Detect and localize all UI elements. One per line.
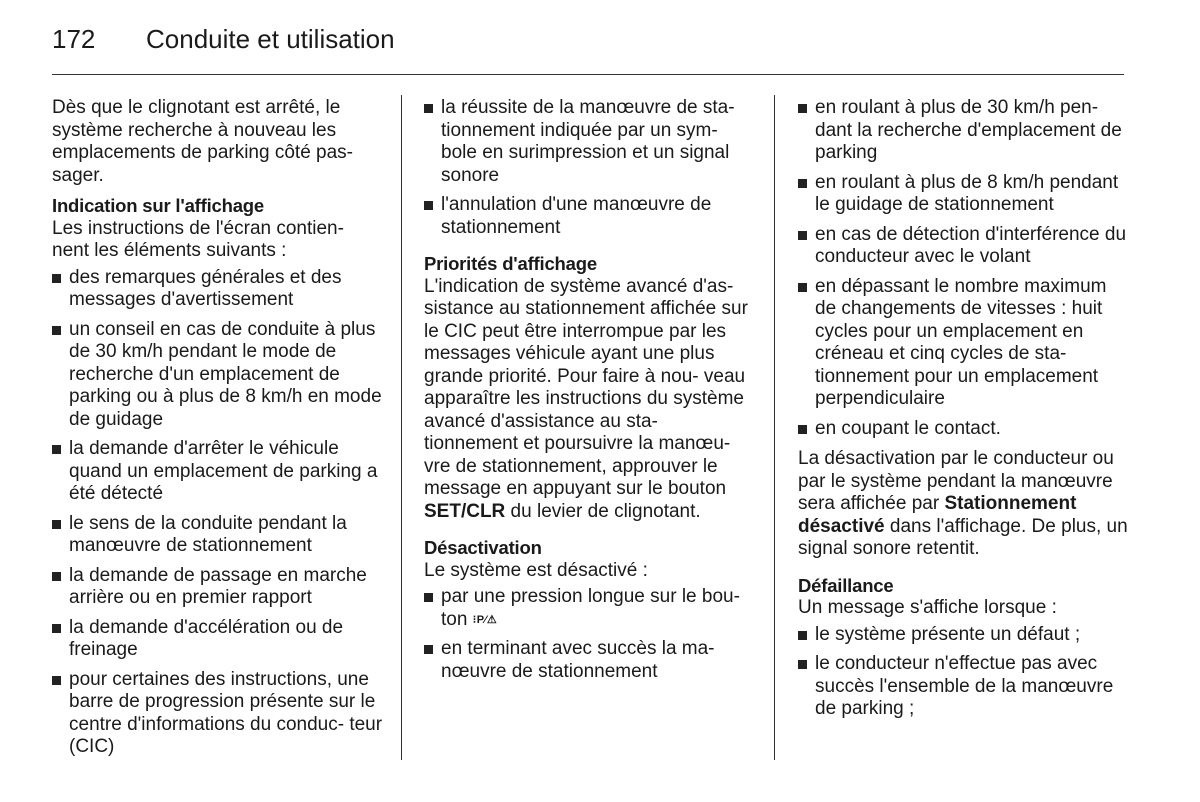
- list-item: pour certaines des instructions, une barre de progression présente sur le centre d'informations du conduc- teur (CIC): [52, 669, 384, 759]
- set-clr-label: SET/CLR: [424, 500, 506, 522]
- page-number: 172: [52, 24, 96, 54]
- bullet-icon: [424, 201, 433, 210]
- list-item: en roulant à plus de 8 km/h pendant le guidage de stationnement: [798, 172, 1128, 217]
- list-item: le conducteur n'effectue pas avec succès l'ensemble de la manœuvre de parking ;: [798, 653, 1128, 721]
- list-item: en terminant avec succès la ma- nœuvre de stationnement: [424, 638, 756, 683]
- display-elements-list: [52, 267, 384, 759]
- bullet-icon: [52, 274, 61, 283]
- bullet-icon: [52, 676, 61, 685]
- bullet-icon: [798, 231, 807, 240]
- failure-intro: Un message s'affiche lorsque :: [798, 597, 1057, 618]
- list-item: la demande de passage en marche arrière ou en premier rapport: [52, 565, 384, 610]
- bullet-icon: [52, 326, 61, 335]
- deactivation-list-cont: [798, 97, 1128, 440]
- priorities-paragraph: L'indication de système avancé d'as- sistance au stationnement affichée sur le CIC peut être interrompue par les messages véhicule ayant une plus grande priorité. Pour faire à nou- veau apparaître les instructions du système avancé d'assistance au sta- tionnement et poursuivre la manœu- vre de stationnement, approuver le message en appuyant sur le bouton SET/CLR du levier de clignotant.: [424, 275, 748, 522]
- section-heading-deactivation: Désactivation: [424, 537, 542, 558]
- parking-assist-button-icon: ⁝P⁄⚠: [472, 613, 498, 626]
- bullet-icon: [52, 624, 61, 633]
- list-item: en cas de détection d'interférence du conducteur avec le volant: [798, 224, 1128, 269]
- list-item: la demande d'accélération ou de freinage: [52, 617, 384, 662]
- list-item: le sens de la conduite pendant la manœuvre de stationnement: [52, 513, 384, 558]
- list-item: un conseil en cas de conduite à plus de 30 km/h pendant le mode de recherche d'un emplacement de parking ou à plus de 8 km/h en mode de guidage: [52, 319, 384, 432]
- column-2: [424, 97, 756, 683]
- list-item: la demande d'arrêter le véhicule quand un emplacement de parking a été détecté: [52, 438, 384, 506]
- column-3: [798, 97, 1128, 721]
- stationnement-desactive-label: Stationnement désactivé: [798, 493, 1077, 537]
- list-item: l'annulation d'une manœuvre de stationnement: [424, 194, 756, 239]
- list-item: le système présente un défaut ;: [798, 624, 1128, 647]
- page-title: Conduite et utilisation: [146, 24, 395, 54]
- list-item: par une pression longue sur le bou- ton ⁝P⁄⚠: [424, 586, 756, 631]
- bullet-icon: [424, 593, 433, 602]
- section-heading-failure: Défaillance: [798, 574, 894, 596]
- list-item: des remarques générales et des messages d'avertissement: [52, 267, 384, 312]
- failure-list: [798, 624, 1128, 721]
- column-1: [52, 97, 384, 759]
- deactivation-intro: Le système est désactivé :: [424, 559, 648, 581]
- bullet-icon: [798, 660, 807, 669]
- bullet-icon: [52, 445, 61, 454]
- bullet-icon: [52, 572, 61, 581]
- section-heading-priorities: Priorités d'affichage: [424, 253, 597, 274]
- display-elements-list-cont: [424, 97, 756, 239]
- bullet-icon: [798, 425, 807, 434]
- column-divider-1: [401, 95, 402, 760]
- deactivation-list: [424, 586, 756, 683]
- list-item: en roulant à plus de 30 km/h pen- dant la recherche d'emplacement de parking: [798, 97, 1128, 165]
- bullet-icon: [798, 179, 807, 188]
- deactivation-display-paragraph: La désactivation par le conducteur ou par le système pendant la manœuvre sera affichée par Stationnement désactivé dans l'affichage. De plus, un signal sonore retentit.: [798, 448, 1128, 559]
- bullet-icon: [424, 645, 433, 654]
- bullet-icon: [424, 104, 433, 113]
- list-item: en dépassant le nombre maximum de changements de vitesses : huit cycles pour un emplacement en créneau et cinq cycles de sta- tionnement pour un emplacement perpendiculaire: [798, 276, 1128, 411]
- column-divider-2: [774, 95, 775, 760]
- header-divider: [52, 74, 1124, 75]
- list-item: la réussite de la manœuvre de sta- tionnement indiquée par un sym- bole en surimpression et un signal sonore: [424, 97, 756, 187]
- list-item: en coupant le contact.: [798, 418, 1128, 441]
- display-intro-text: Les instructions de l'écran contien- nent les éléments suivants :: [52, 217, 344, 261]
- bullet-icon: [52, 520, 61, 529]
- bullet-icon: [798, 631, 807, 640]
- bullet-icon: [798, 104, 807, 113]
- intro-paragraph: Dès que le clignotant est arrêté, le système recherche à nouveau les emplacements de parking côté pas- sager.: [52, 97, 353, 186]
- bullet-icon: [798, 283, 807, 292]
- section-heading-display: Indication sur l'affichage: [52, 195, 264, 216]
